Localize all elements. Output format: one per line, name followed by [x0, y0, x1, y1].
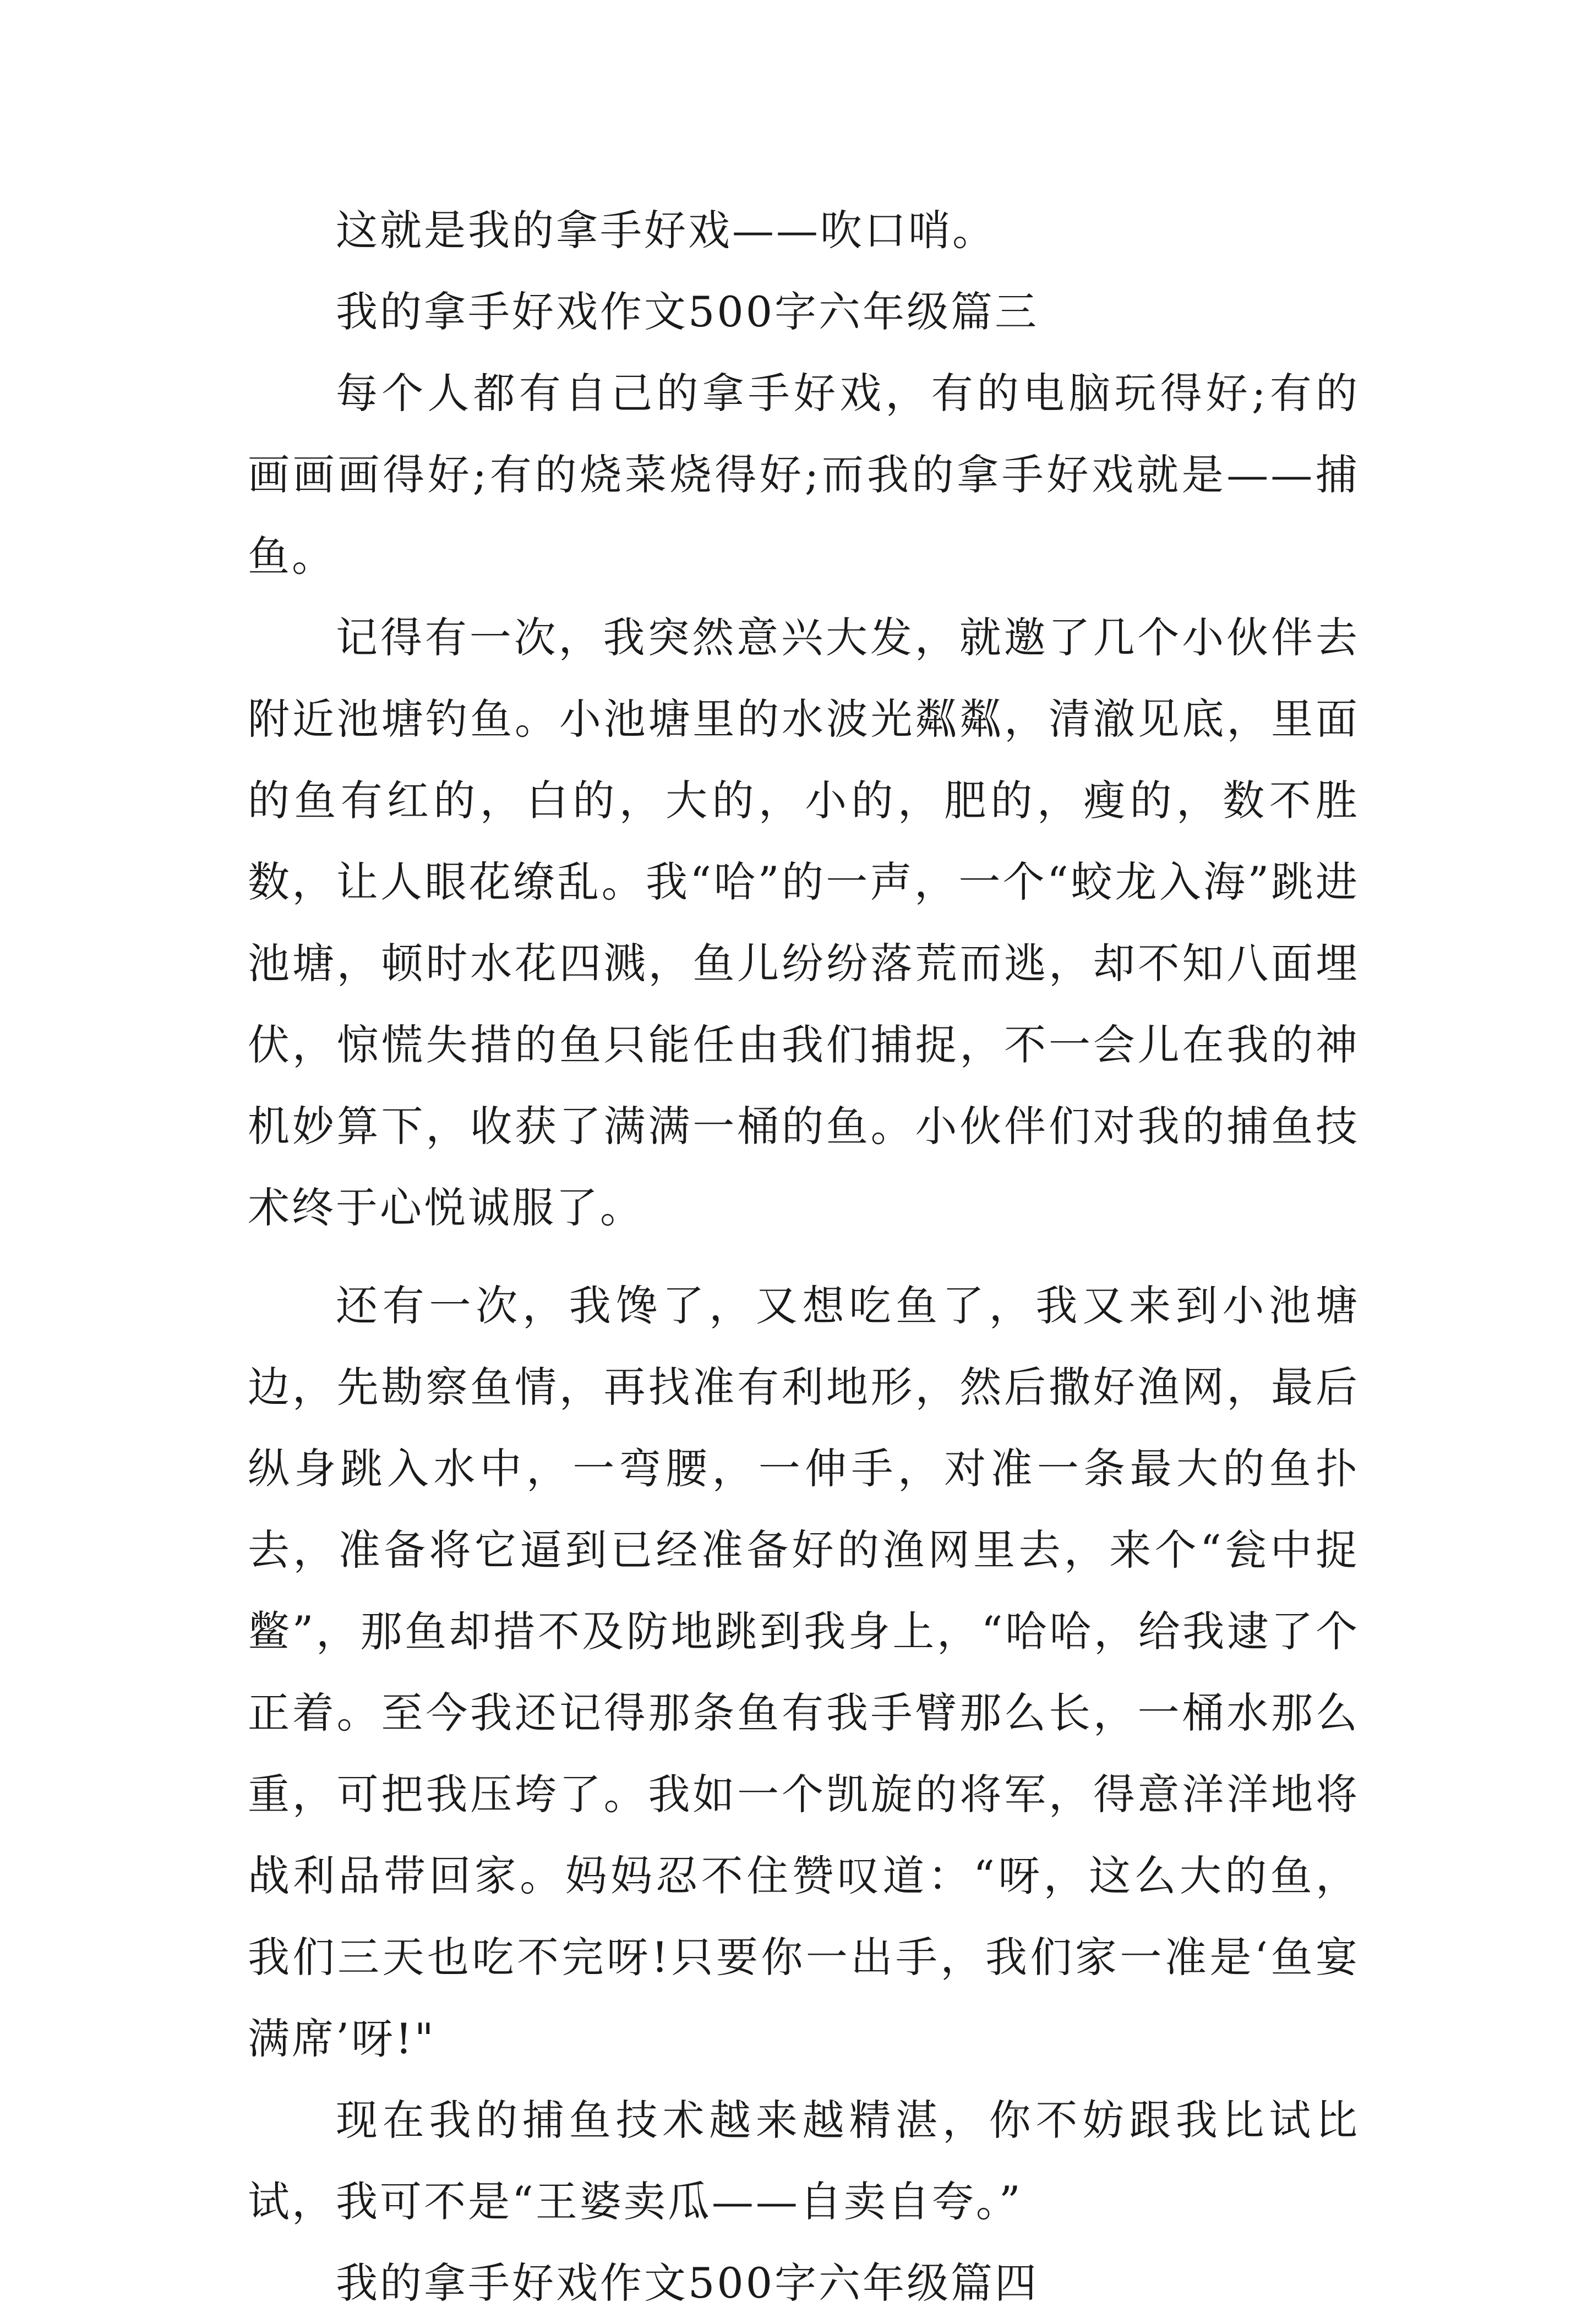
story-paragraph-1: 记得有一次，我突然意兴大发，就邀了几个小伙伴去附近池塘钓鱼。小池塘里的水波光粼粼，清澈见底，里面的鱼有红的，白的，大的，小的，肥的，瘦的，数不胜数，让人眼花缭乱。我“哈”的一声，一个“蛟龙入海”跳进池塘，顿时水花四溅，鱼儿纷纷落荒而逃，却不知八面埋伏，惊慌失措的鱼只能任由我们捕捉，不一会儿在我的神机妙算下，收获了满满一桶的鱼。小伙伴们对我的捕鱼技术终于心悦诚服了。	[248, 613, 1360, 1232]
section-heading-4: 我的拿手好戏作文500字六年级篇四	[336, 2259, 1039, 2307]
document-body	[248, 190, 1360, 2324]
conclusion-paragraph: 现在我的捕鱼技术越来越精湛，你不妨跟我比试比试，我可不是“王婆卖瓜——自卖自夸。”	[248, 2096, 1360, 2226]
story-paragraph-2: 还有一次，我馋了，又想吃鱼了，我又来到小池塘边，先勘察鱼情，再找准有利地形，然后撒好渔网，最后纵身跳入水中，一弯腰，一伸手，对准一条最大的鱼扑去，准备将它逼到已经准备好的渔网里去，来个“瓮中捉鳖”，那鱼却措不及防地跳到我身上，“哈哈，给我逮了个正着。至今我还记得那条鱼有我手臂那么长，一桶水那么重，可把我压垮了。我如一个凯旋的将军，得意洋洋地将战利品带回家。妈妈忍不住赞叹道：“呀，这么大的鱼，我们三天也吃不完呀!只要你一出手，我们家一准是‘鱼宴满席’呀!"	[248, 1281, 1360, 2063]
section-heading-3: 我的拿手好戏作文500字六年级篇三	[336, 287, 1039, 336]
intro-paragraph: 每个人都有自己的拿手好戏，有的电脑玩得好;有的画画画得好;有的烧菜烧得好;而我的拿手好戏就是——捕鱼。	[248, 369, 1360, 581]
closing-sentence: 这就是我的拿手好戏——吹口哨。	[336, 206, 996, 255]
